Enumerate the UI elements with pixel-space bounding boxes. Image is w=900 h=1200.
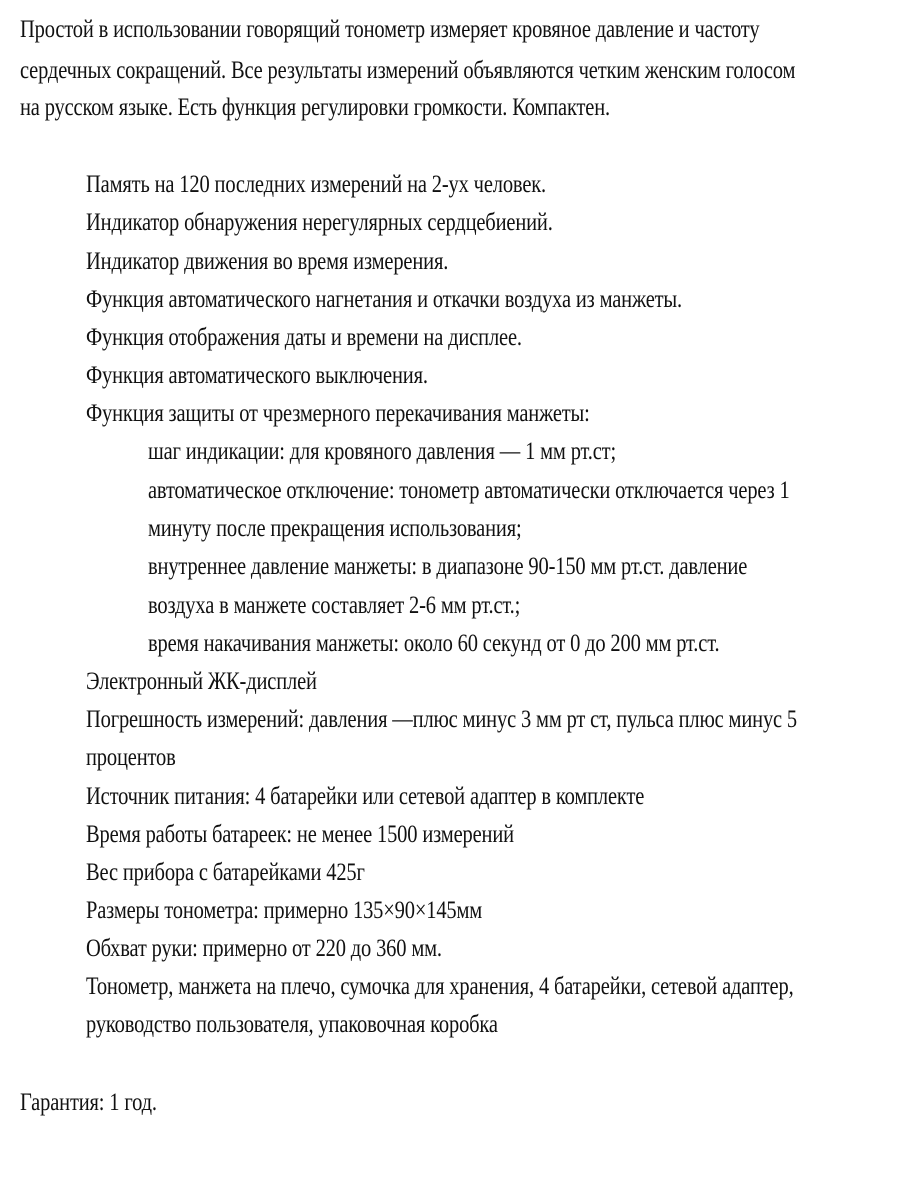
feature-weight: Вес прибора с батарейками 425г xyxy=(86,859,365,886)
feature-package-line-1: Тонометр, манжета на плечо, сумочка для хранения, 4 батарейки, сетевой адаптер, xyxy=(86,973,794,1000)
intro-line-2: сердечных сокращений. Все результаты измерений объявляются четким женским голосом xyxy=(20,57,796,84)
feature-display: Электронный ЖК-дисплей xyxy=(86,668,317,695)
feature-memory: Память на 120 последних измерений на 2-ух человек. xyxy=(86,171,547,198)
feature-datetime: Функция отображения даты и времени на дисплее. xyxy=(86,324,522,351)
sub-pressure-line-2: воздуха в манжете составляет 2-6 мм рт.ст.; xyxy=(148,592,521,619)
feature-auto-off: Функция автоматического выключения. xyxy=(86,362,428,389)
feature-accuracy-line-1: Погрешность измерений: давления —плюс минус 3 мм рт ст, пульса плюс минус 5 xyxy=(86,706,798,733)
feature-auto-inflate: Функция автоматического нагнетания и откачки воздуха из манжеты. xyxy=(86,286,683,313)
sub-autooff-line-1: автоматическое отключение: тонометр автоматически отключается через 1 xyxy=(148,477,790,504)
sub-inflate-time: время накачивания манжеты: около 60 секунд от 0 до 200 мм рт.ст. xyxy=(148,630,720,657)
feature-accuracy-line-2: процентов xyxy=(86,744,176,771)
intro-line-1: Простой в использовании говорящий тонометр измеряет кровяное давление и частоту xyxy=(20,16,760,43)
feature-overinflation: Функция защиты от чрезмерного перекачивания манжеты: xyxy=(86,400,590,427)
sub-step: шаг индикации: для кровяного давления — 1 мм рт.ст; xyxy=(148,438,617,465)
feature-dimensions: Размеры тонометра: примерно 135×90×145мм xyxy=(86,897,483,924)
feature-package-line-2: руководство пользователя, упаковочная коробка xyxy=(86,1011,498,1038)
feature-motion: Индикатор движения во время измерения. xyxy=(86,248,449,275)
feature-battery-life: Время работы батареек: не менее 1500 измерений xyxy=(86,821,514,848)
feature-arm-size: Обхват руки: примерно от 220 до 360 мм. xyxy=(86,935,442,962)
feature-arrhythmia: Индикатор обнаружения нерегулярных сердцебиений. xyxy=(86,209,553,236)
intro-line-3: на русском языке. Есть функция регулировки громкости. Компактен. xyxy=(20,94,610,121)
sub-pressure-line-1: внутреннее давление манжеты: в диапазоне 90-150 мм рт.ст. давление xyxy=(148,553,748,580)
warranty: Гарантия: 1 год. xyxy=(20,1089,157,1116)
feature-power: Источник питания: 4 батарейки или сетевой адаптер в комплекте xyxy=(86,783,645,810)
sub-autooff-line-2: минуту после прекращения использования; xyxy=(148,515,522,542)
